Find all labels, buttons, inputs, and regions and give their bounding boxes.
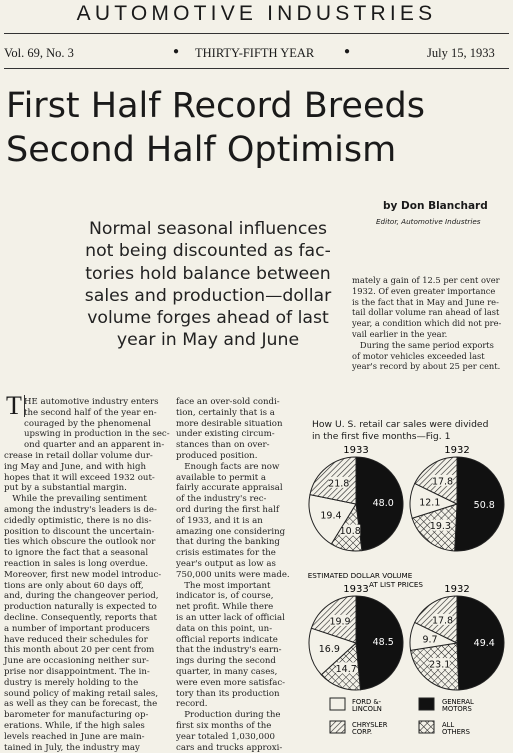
pie-label-others-units-1932: 19.3 — [429, 521, 451, 533]
bullet-left: ● — [173, 46, 180, 57]
issue-date: July 15, 1933 — [427, 46, 495, 60]
pie-label-chrysler-dollar-1932: 17.8 — [431, 615, 454, 627]
legend-swatch-ford — [330, 698, 345, 710]
pie-label-ford-units-1932: 12.1 — [419, 497, 441, 509]
masthead-rule-bottom — [4, 68, 509, 69]
byline: by Don Blanchard — [383, 200, 488, 212]
pie-label-ford-units-1933: 19.4 — [320, 510, 342, 522]
pie-label-chrysler-units-1933: 21.8 — [328, 478, 350, 490]
issue-year: THIRTY-FIFTH YEAR — [195, 46, 315, 60]
pie-year-dollar-1933: 1933 — [343, 584, 369, 595]
legend-others-2: OTHERS — [442, 728, 470, 736]
pie-label-gm-dollar-1932: 49.4 — [473, 637, 495, 649]
legend-swatch-others — [419, 721, 434, 733]
pie-label-gm-units-1932: 50.8 — [473, 500, 495, 512]
dollar-label-1: ESTIMATED DOLLAR VOLUME — [307, 571, 413, 580]
drop-cap: T — [6, 395, 25, 417]
legend-gm-2: MOTORS — [442, 705, 472, 713]
legend-ford-2: LINCOLN — [352, 705, 382, 713]
pie-chart-figure — [300, 440, 513, 743]
pie-label-others-dollar-1932: 23.1 — [429, 659, 451, 671]
pie-year-units-1933: 1933 — [343, 445, 369, 456]
pie-label-gm-dollar-1933: 48.5 — [372, 637, 394, 649]
pie-label-chrysler-units-1932: 17.8 — [431, 476, 454, 488]
headline-line-2: Second Half Optimism — [6, 130, 397, 170]
headline — [6, 84, 511, 172]
legend — [330, 698, 474, 736]
legend-others-1: ALL — [442, 721, 455, 729]
legend-swatch-gm — [419, 698, 434, 710]
pies — [309, 445, 504, 690]
masthead-title: AUTOMOTIVE INDUSTRIES — [76, 2, 437, 25]
pie-label-others-units-1933: 10.8 — [339, 526, 361, 538]
column-2-body: face an over-sold condi- tion, certainly that is a more desirable situation under existing circum- stances than on over- produced position. Enough facts are now available to permit a fairly accurate appraisal of the industry's rec- ord during the first half of 1933, and it is an amazing one considering that during the banking crisis estimates for the year's output as low as 750,000 units were made. The most important indicator is, of course, net profit. While there is an utter lack of official data on this point, un- official reports indicate that the industry's earn- ings during the second quarter, in many cases, were even more satisfac- tory than its production record. Production during the first six months of the year totaled 1,030,000 cars and trucks approxi- — [176, 397, 290, 753]
column-1-body: crease in retail dollar volume dur- ing May and June, and with high hopes that it will exceed 1932 out- put by a substantial margin. While the prevailing sentiment among the industry's leaders is de- cidedly optimistic, there is no dis- position to discount the uncertain- ties which obscure the outlook nor to ignore the fact that a seasonal reaction in sales is long overdue. Moreover, first new model introduc- tions are only about 60 days off, and, during the changeover period, production naturally is expected to decline. Consequently, reports that a number of important producers have reduced their schedules for this month about 20 per cent from June are occasioning neither sur- prise nor disappointment. The in- dustry is merely holding to the sound policy of making retail sales, as well as they can be forecast, the barometer for manufacturing op- erations. While, if the high sales levels reached in June are main- tained in July, the industry may — [4, 451, 162, 753]
issue-volume: Vol. 69, No. 3 — [4, 46, 74, 60]
legend-chrysler-2: CORP. — [352, 728, 373, 736]
column-3-body: mately a gain of 12.5 per cent over 1932. Of even greater importance is the fact that in May and June re- tail dollar volume ran ahead of last year, a condition which did not pre- vail earlier in the year. During the same period exports of motor vehicles exceeded last year's record by about 25 per cent. — [352, 275, 502, 372]
byline-title: Editor, Automotive Industries — [376, 217, 481, 226]
pie-label-ford-dollar-1932: 9.7 — [422, 634, 438, 646]
pie-label-gm-units-1933: 48.0 — [372, 497, 394, 509]
dollar-label-2: AT LIST PRICES — [369, 580, 423, 589]
pie-year-units-1932: 1932 — [444, 445, 470, 456]
pie-label-chrysler-dollar-1933: 19.9 — [329, 616, 351, 628]
deck: Normal seasonal influences not being discounted as fac- tories hold balance between sales and production—dollar volume forges ahead of last year in May and June — [84, 219, 332, 351]
legend-chrysler-1: CHRYSLER — [352, 721, 388, 729]
column-1-lead: HE automotive industry enters the second half of the year en- couraged by the phenomenal upswing in production in the sec- ond quarter and an apparent in- — [24, 397, 170, 451]
pie-label-ford-dollar-1933: 16.9 — [318, 644, 340, 656]
pie-year-dollar-1932: 1932 — [444, 584, 470, 595]
bullet-right: ● — [344, 46, 351, 57]
pie-label-others-dollar-1933: 14.7 — [335, 663, 357, 675]
chart-title: How U. S. retail car sales were divided in the first five months—Fig. 1 — [312, 419, 489, 442]
legend-ford-1: FORD &- — [352, 698, 382, 706]
masthead-rule-top — [4, 33, 509, 34]
legend-swatch-chrysler — [330, 721, 345, 733]
legend-gm-1: GENERAL — [442, 698, 474, 706]
headline-line-1: First Half Record Breeds — [6, 86, 425, 126]
